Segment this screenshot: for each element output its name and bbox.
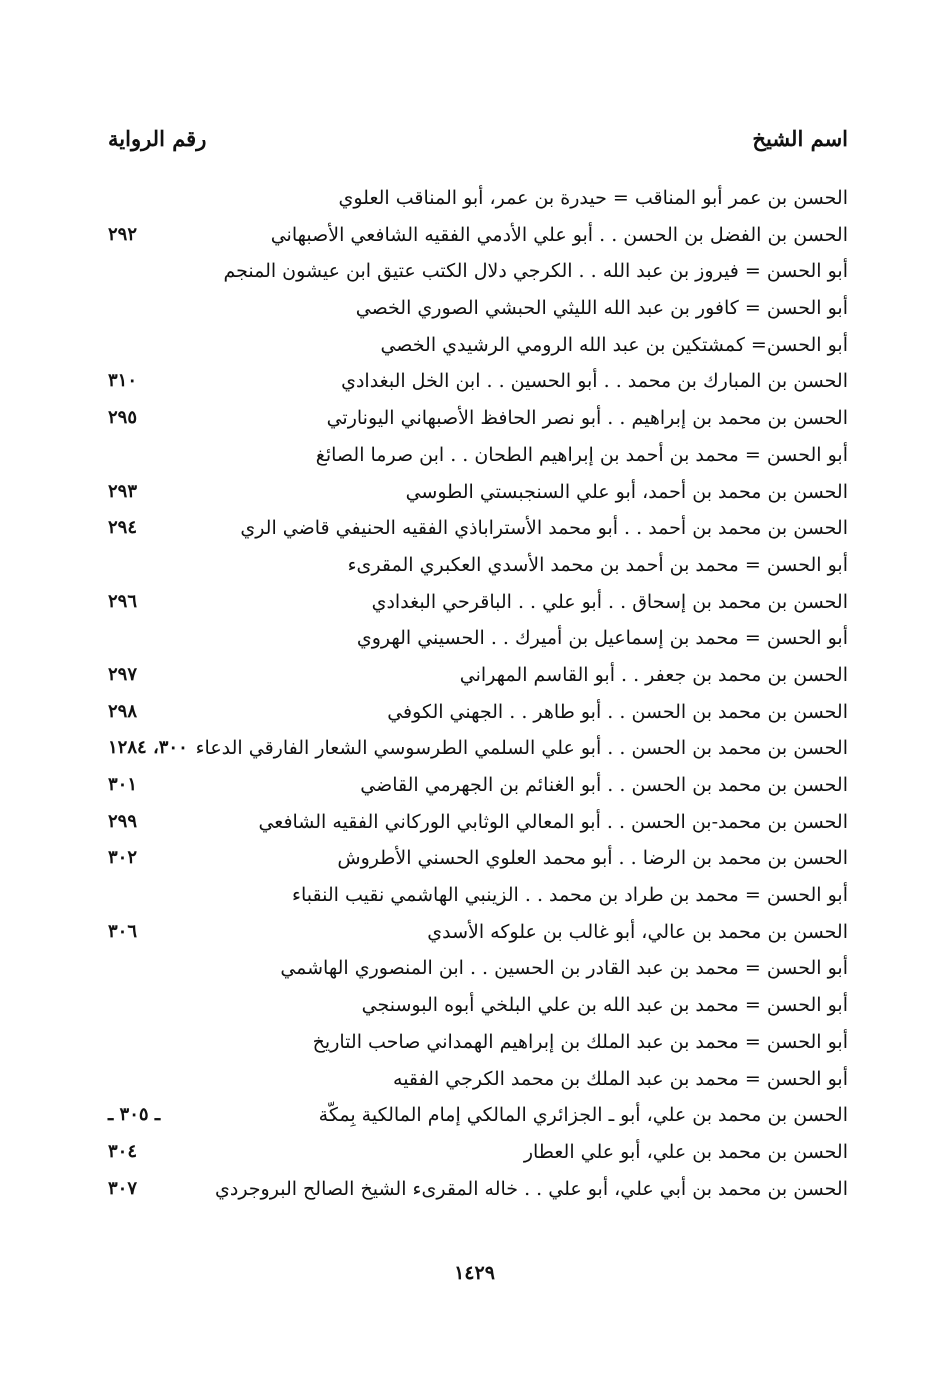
sheikh-name: أبو الحسن = محمد بن عبد الملك بن إبراهيم الهمداني صاحب التاريخ <box>312 1030 848 1053</box>
narration-number-column-heading: رقم الرواية <box>108 126 207 151</box>
sheikh-name: أبو الحسن = محمد بن أحمد بن إبراهيم الطحان . . ابن صرما الصائغ <box>315 443 848 466</box>
narration-number: ٢٩٩ <box>108 810 138 832</box>
sheikh-name: الحسن بن محمد بن الرضا . . أبو محمد العلوي الحسني الأطروش <box>337 847 848 870</box>
narration-number: ٢٩٢ <box>108 223 138 245</box>
narration-number: ٣١٠ <box>108 370 138 392</box>
sheikh-name: أبو الحسن = محمد بن عبد الملك بن محمد الكرجي الفقيه <box>393 1067 848 1090</box>
list-item <box>108 620 848 657</box>
list-item <box>108 327 848 364</box>
sheikh-name: أبو الحسن = محمد بن إسماعيل بن أميرك . . الحسيني الهروي <box>356 627 848 650</box>
list-item <box>108 1134 848 1171</box>
list-item <box>108 987 848 1024</box>
sheikh-name: أبو الحسن = فيروز بن عبد الله . . الكرجي دلال الكتب عتيق ابن عيشون المنجم <box>223 260 848 283</box>
list-item <box>108 1061 848 1098</box>
narration-number: ٢٩٧ <box>108 663 138 685</box>
narration-number: ٢٩٥ <box>108 407 138 429</box>
sheikh-name: الحسن بن محمد-بن الحسن . . أبو المعالي الوثابي الوركاني الفقيه الشافعي <box>258 810 848 833</box>
list-item <box>108 400 848 437</box>
narration-number: ـ ٣٠٥ ـ <box>108 1104 161 1126</box>
sheikh-name: الحسن بن محمد بن الحسن . . أبو علي السلمي الطرسوسي الشعار الفارقي الدعاء <box>195 737 848 760</box>
list-item <box>108 584 848 621</box>
list-item <box>108 1171 848 1208</box>
narration-number: ٢٩٣ <box>108 480 138 502</box>
sheikh-name: الحسن بن محمد بن علي، أبو علي العطار <box>523 1140 848 1163</box>
list-item <box>108 694 848 731</box>
list-item <box>108 1024 848 1061</box>
sheikh-name: الحسن بن محمد بن عالي، أبو غالب بن علوكه الأسدي <box>427 920 848 943</box>
sheikh-name: الحسن بن محمد بن الحسن . . أبو طاهر . . الجهني الكوفي <box>387 700 848 723</box>
list-item <box>108 657 848 694</box>
sheikh-name: أبو الحسن = محمد بن طراد بن محمد . . الزينبي الهاشمي نقيب النقباء <box>292 884 848 907</box>
narration-number: ٣٠٢ <box>108 847 138 869</box>
narration-number: ٣٠٦ <box>108 920 138 942</box>
sheikh-name: أبو الحسن = محمد بن أحمد بن محمد الأسدي العكبري المقرىء <box>347 553 848 576</box>
list-item <box>108 363 848 400</box>
list-item <box>108 804 848 841</box>
sheikh-name: أبو الحسن = كافور بن عبد الله الليثي الحبشي الصوري الخصي <box>355 297 848 320</box>
list-item <box>108 914 848 951</box>
sheikh-name: الحسن بن محمد بن الحسن . . أبو الغنائم بن الجهرمي القاضي <box>360 774 848 796</box>
sheikh-name: أبو الحسن= كمشتكين بن عبد الله الرومي الرشيدي الخصي <box>380 333 848 356</box>
narration-number: ٣٠٧ <box>108 1177 138 1199</box>
sheikh-name: الحسن بن محمد بن علي، أبو ـ الجزائري المالكي إمام المالكية بِمكّة <box>318 1104 848 1127</box>
sheikh-name-column-heading: اسم الشيخ <box>752 126 848 151</box>
list-item <box>108 877 848 914</box>
list-item <box>108 180 848 217</box>
list-item <box>108 253 848 290</box>
table-header <box>108 126 848 166</box>
narration-number: ٣٠٠، ١٢٨٤ <box>108 737 188 759</box>
sheikh-name: الحسن بن محمد بن أحمد، أبو علي السنجبستي الطوسي <box>405 480 848 503</box>
sheikh-name: الحسن بن محمد بن إسحاق . . أبو علي . . الباقرحي البغدادي <box>371 590 848 613</box>
list-item <box>108 437 848 474</box>
list-item <box>108 290 848 327</box>
sheikh-name: الحسن بن عمر أبو المناقب = حيدرة بن عمر، أبو المناقب العلوي <box>338 187 848 209</box>
list-item <box>108 840 848 877</box>
sheikh-name: الحسن بن محمد بن أبي علي، أبو علي . . خاله المقرىء الشيخ الصالح البروجردي <box>214 1177 848 1200</box>
entry-list <box>108 180 848 1207</box>
sheikh-name: الحسن بن محمد بن جعفر . . أبو القاسم المهراني <box>459 663 848 686</box>
sheikh-name: الحسن بن محمد بن إبراهيم . . أبو نصر الحافظ الأصبهاني اليونارتي <box>326 407 848 430</box>
sheikh-name: الحسن بن محمد بن أحمد . . أبو محمد الأستراباذي الفقيه الحنيفي قاضي الري <box>240 517 848 540</box>
list-item <box>108 767 848 804</box>
narration-number: ٢٩٤ <box>108 517 138 539</box>
list-item <box>108 510 848 547</box>
list-item <box>108 474 848 511</box>
list-item <box>108 950 848 987</box>
list-item <box>108 1097 848 1134</box>
list-item <box>108 547 848 584</box>
sheikh-name: أبو الحسن = محمد بن عبد الله بن علي البلخي أبوه البوسنجي <box>361 994 848 1017</box>
narration-number: ٢٩٦ <box>108 590 138 612</box>
narration-number: ٢٩٨ <box>108 700 138 722</box>
narration-number: ٣٠٤ <box>108 1140 138 1162</box>
narration-number: ٣٠١ <box>108 774 138 795</box>
sheikh-name: الحسن بن المبارك بن محمد . . أبو الحسين . . ابن الخل البغدادي <box>341 370 848 393</box>
sheikh-name: أبو الحسن = محمد بن عبد القادر بن الحسين . . ابن المنصوري الهاشمي <box>280 957 848 980</box>
page-number: ١٤٢٩ <box>454 1262 495 1284</box>
list-item <box>108 217 848 254</box>
list-item <box>108 730 848 767</box>
sheikh-name: الحسن بن الفضل بن الحسن . . أبو علي الأدمي الفقيه الشافعي الأصبهاني <box>270 223 848 246</box>
